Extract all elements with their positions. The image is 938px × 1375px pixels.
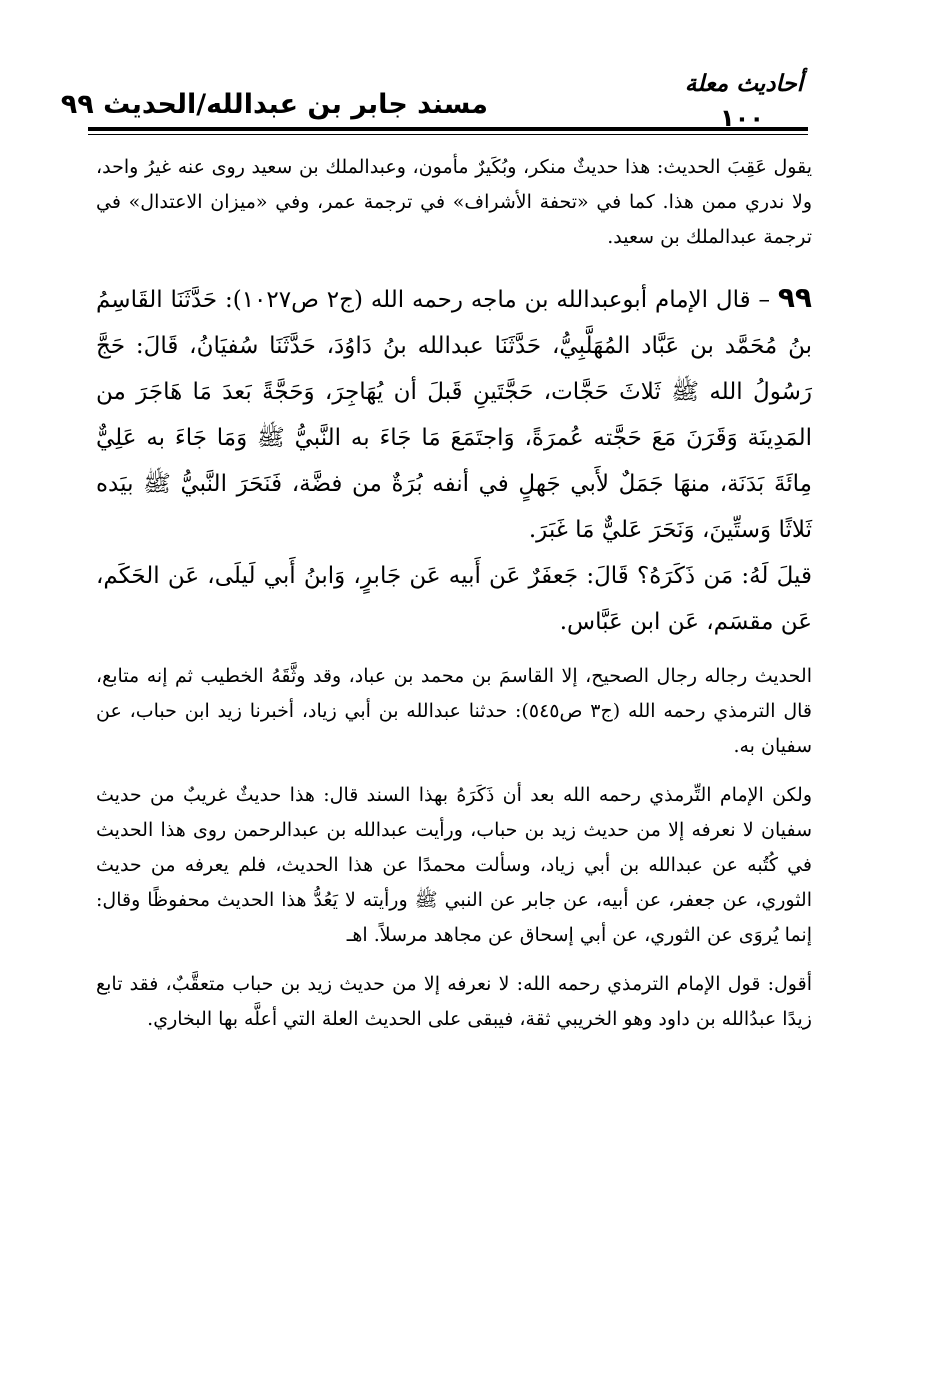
paragraph-hadith: ٩٩ – قال الإمام أبوعبدالله بن ماجه رحمه الله (ج٢ ص١٠٢٧): حَدَّثَنَا القَاسِمُ بنُ مُحَمَّد بن عَبَّاد المُهَلَّبِيُّ، حَدَّثَنَا عبدالله بنُ دَاوُدَ، حَدَّثَنَا سُفيَانُ، قَالَ: حَجَّ رَسُولُ الله ﷺ ثَلاثَ حَجَّات، حَجَّتَينِ قَبلَ أن يُهَاجِرَ، وَحَجَّةً بَعدَ مَا هَاجَرَ من المَدِينَة وَقَرَنَ مَعَ حَجَّته عُمرَةً، وَاجتَمَعَ مَا جَاءَ به النَّبيُّ ﷺ وَمَا جَاءَ به عَلِيٌّ مِائَةَ بَدَنَة، منهَا جَمَلٌ لأَبي جَهلٍ في أنفه بُرَةٌ من فضَّة، فَنَحَرَ النَّبيُّ ﷺ بيَده ثَلاثًا وَستِّينَ، وَنَحَرَ عَليٌّ مَا غَبَرَ. [96, 281, 813, 543]
page-title: مسند جابر بن عبدالله/الحديث ٩٩ [60, 89, 488, 120]
page-number: ١٠٠ [720, 104, 764, 132]
hadith-text: قال الإمام أبوعبدالله بن ماجه رحمه الله (ج٢ ص١٠٢٧): حَدَّثَنَا القَاسِمُ بنُ مُحَمَّد بن عَبَّاد المُهَلَّبِيُّ، حَدَّثَنَا عبدالله بنُ دَاوُدَ، حَدَّثَنَا سُفيَانُ، قَالَ: حَجَّ رَسُولُ الله ﷺ ثَلاثَ حَجَّات، حَجَّتَينِ قَبلَ أن يُهَاجِرَ، وَحَجَّةً بَعدَ مَا هَاجَرَ من المَدِينَة وَقَرَنَ مَعَ حَجَّته عُمرَةً، وَاجتَمَعَ مَا جَاءَ به النَّبيُّ ﷺ وَمَا جَاءَ به عَلِيٌّ مِائَةَ بَدَنَة، منهَا جَمَلٌ لأَبي جَهلٍ في أنفه بُرَةٌ من فضَّة، فَنَحَرَ النَّبيُّ ﷺ بيَده ثَلاثًا وَستِّينَ، وَنَحَرَ عَليٌّ مَا غَبَرَ. [96, 287, 812, 543]
page-body [96, 150, 812, 1037]
paragraph-prev-commentary: يقول عَقِبَ الحديث: هذا حديثٌ منكر، وبُكَيرٌ مأمون، وعبدالملك بن سعيد روى عنه غيرُ واحد، ولا ندري ممن هذا. كما في «تحفة الأشراف» في ترجمة عمر، وفي «ميزان الاعتدال» في ترجمة عبدالملك بن سعيد. [96, 156, 812, 248]
running-header-series: أحاديث معلة [684, 71, 804, 97]
paragraph-commentary-2: ولكن الإمام التِّرمذي رحمه الله بعد أن ذَكَرَهُ بهذا السند قال: هذا حديثٌ غريبٌ من حديث سفيان لا نعرفه إلا من حديث زيد بن حباب، ورأيت عبدالله بن عبدالرحمن روى هذا الحديث في كُتُبه عن عبدالله بن أبي زياد، وسألت محمدًا عن هذا الحديث، فلم يعرفه من حديث الثوري، عن جعفر، عن أبيه، عن جابر عن النبي ﷺ ورأيته لا يَعُدُّ هذا الحديث محفوظًا وقال: إنما يُروَى عن الثوري، عن أبي إسحاق عن مجاهد مرسلاً. اهـ [96, 784, 812, 946]
header-rule [88, 127, 808, 131]
paragraph-hadith-chain: قيلَ لَهُ: مَن ذَكَرَهُ؟ قَالَ: جَعفَرٌ عَن أَبيه عَن جَابرٍ، وَابنُ أَبي لَيلَى، عَن الحَكَم، عَن مقسَم، عَن ابن عَبَّاس. [96, 563, 812, 635]
header-rule-thin [88, 134, 808, 135]
paragraph-author-note: أقول: قول الإمام الترمذي رحمه الله: لا نعرفه إلا من حديث زيد بن حباب متعقَّبٌ، فقد تابع زيدًا عبدُالله بن داود وهو الخريبي ثقة، فيبقى على الحديث العلة التي أعلَّه بها البخاري. [96, 973, 812, 1030]
paragraph-commentary-1: الحديث رجاله رجال الصحيح، إلا القاسمَ بن محمد بن عباد، وقد وثَّقَهُ الخطيب ثم إنه متابع، قال الترمذي رحمه الله (ج٣ ص٥٤٥): حدثنا عبدالله بن أبي زياد، أخبرنا زيد ابن حباب، عن سفيان به. [96, 665, 812, 757]
hadith-number: ٩٩ [777, 281, 813, 314]
